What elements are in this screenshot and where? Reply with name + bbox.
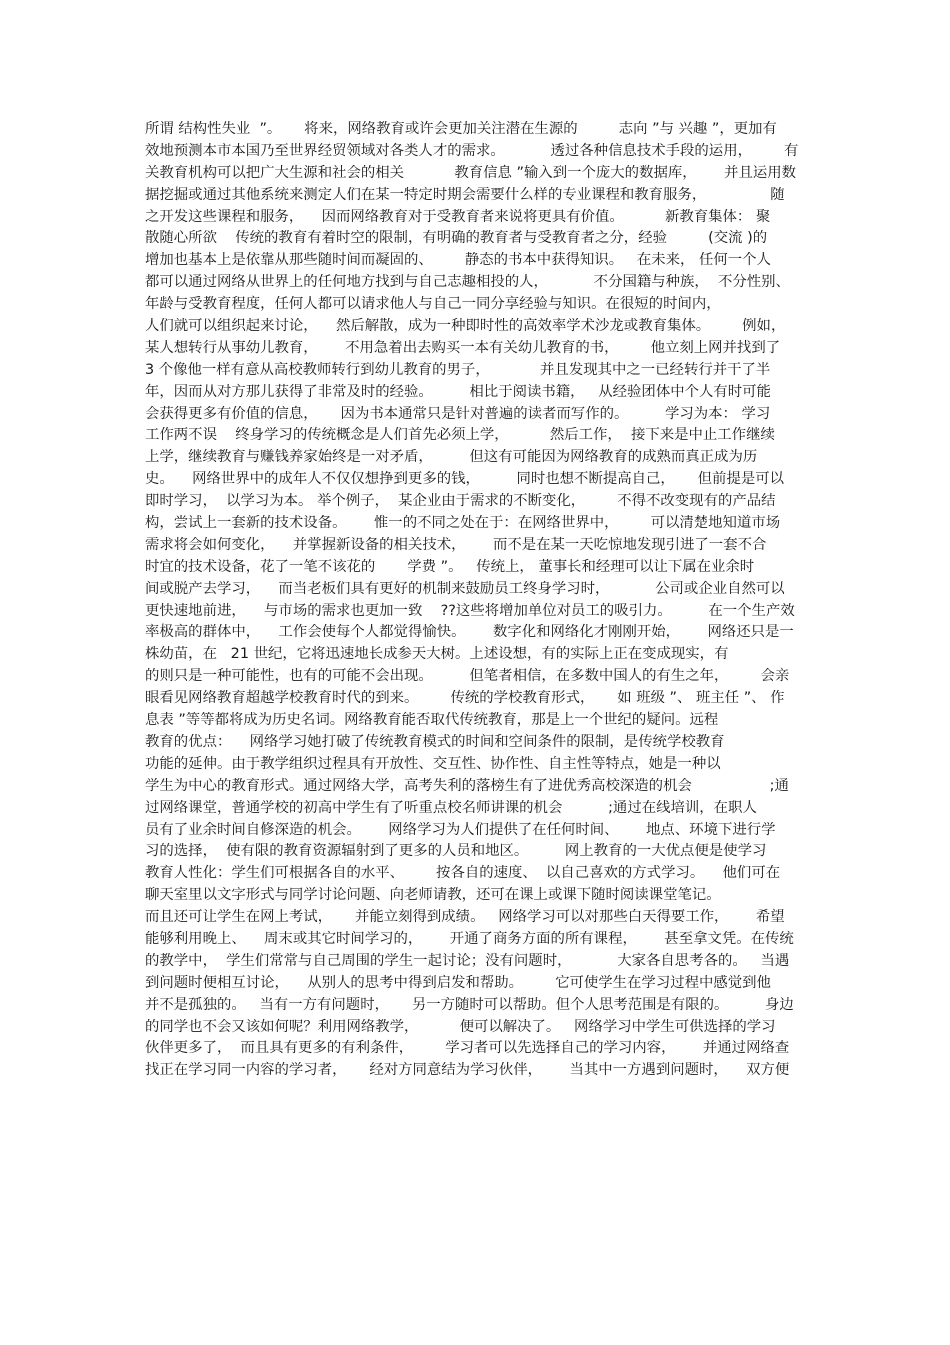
text-line: 所谓 结构性失业 ”。 将来，网络教育或许会更加关注潜在生源的 志向 ”与 兴趣 ”，更加有 [145,121,777,137]
text-line: 之开发这些课程和服务， 因而网络教育对于受教育者来说将更具有价值。 新教育集体： 聚 [145,208,771,225]
text-line: 株幼苗，在 21 世纪，它将迅速地长成参天大树。上述设想，有的实际上正在变成现实，有 [145,646,729,663]
text-line: 即时学习， 以学习为本。 举个例子， 某企业由于需求的不断变化， 不得不改变现有的产品结 [145,493,776,510]
text-line: 间或脱产去学习， 而当老板们具有更好的机制来鼓励员工终身学习时， 公司或企业自然可以 [145,580,785,597]
text-line: 散随心所欲 传统的教育有着时空的限制，有明确的教育者与受教育者之分，经验 (交流 )的 [145,230,768,247]
text-line: 能够利用晚上、 周末或其它时间学习的， 开通了商务方面的所有课程， 甚至拿文凭。在传统 [145,930,794,947]
text-line: 的同学也不会又该如何呢？利用网络教学， 便可以解决了。 网络学习中学生可供选择的学习 [145,1018,776,1035]
text-line: 找正在学习同一内容的学习者， 经对方同意结为学习伙伴， 当其中一方遇到问题时， 双方便 [145,1062,790,1079]
text-line: 到问题时便相互讨论， 从别人的思考中得到启发和帮助。 它可使学生在学习过程中感觉到他 [145,974,771,991]
text-line: 都可以通过网络从世界上的任何地方找到与自己志趣相投的人， 不分国籍与种族， 不分性别、 [145,274,790,291]
text-line: 教育人性化：学生们可根据各自的水平、 按各自的速度、 以自己喜欢的方式学习。 他们可在 [145,865,781,882]
text-line: 构，尝试上一套新的技术设备。 惟一的不同之处在于：在网络世界中， 可以清楚地知道市场 [145,515,781,532]
text-line: 的教学中， 学生们常常与自己周围的学生一起讨论；没有问题时， 大家各自思考各的。 当遇 [145,952,790,969]
text-line: 伙伴更多了， 而且具有更多的有利条件， 学习者可以先选择自己的学习内容， 并通过网络查 [145,1040,790,1057]
text-line: 聊天室里以文字形式与同学讨论问题、向老师请教，还可在课上或课下随时阅读课堂笔记。 [145,887,721,904]
text-line: 上学，继续教育与赚钱养家始终是一对矛盾， 但这有可能因为网络教育的成熟而真正成为历 [145,449,758,466]
text-line: 习的选择， 使有限的教育资源辐射到了更多的人员和地区。 网上教育的一大优点便是使学习 [145,843,767,860]
text-line: 年龄与受教育程度，任何人都可以请求他人与自己一同分享经验与知识。在很短的时间内， [145,296,721,313]
text-line: 关教育机构可以把广大生源和社会的相关 教育信息 ”输入到一个庞大的数据库， 并且运用数 [145,164,797,181]
text-line: 功能的延伸。由于教学组织过程具有开放性、交互性、协作性、自主性等特点，她是一种以 [145,755,721,772]
text-line: 某人想转行从事幼儿教育， 不用急着出去购买一本有关幼儿教育的书， 他立刻上网并找到了 [145,339,781,356]
text-line: 并不是孤独的。 当有一方有问题时， 另一方随时可以帮助。但个人思考范围是有限的。 身边 [145,996,794,1013]
text-line: 年，因而从对方那儿获得了非常及时的经验。 相比于阅读书籍， 从经验团体中个人有时可能 [145,383,771,400]
text-line: 过网络课堂，普通学校的初高中学生有了听重点校名师讲课的机会 ;通过在线培训，在职人 [145,799,757,816]
text-line: 人们就可以组织起来讨论， 然后解散，成为一种即时性的高效率学术沙龙或教育集体。 例如， [145,318,786,335]
text-line: 的则只是一种可能性，也有的可能不会出现。 但笔者相信，在多数中国人的有生之年， 会亲 [145,668,790,685]
text-line: 员有了业余时间自修深造的机会。 网络学习为人们提供了在任何时间、 地点、环境下进行学 [145,821,776,838]
text-line: 更快速地前进， 与市场的需求也更加一致 ??这些将增加单位对员工的吸引力。 在一个生产效 [145,602,795,619]
text-line: 教育的优点： 网络学习她打破了传统教育模式的时间和空间条件的限制，是传统学校教育 [145,733,725,750]
text-line: 效地预测本市本国乃至世界经贸领域对各类人才的需求。 透过各种信息技术手段的运用， 有 [145,142,799,159]
body-text [145,119,810,1082]
text-line: 率极高的群体中， 工作会使每个人都觉得愉快。 数字化和网络化才刚刚开始， 网络还只是一 [145,624,794,641]
text-line: 3 个像他一样有意从高校教师转行到幼儿教育的男子， 并且发现其中之一已经转行并干了半 [145,361,771,378]
text-line: 而且还可让学生在网上考试， 并能立刻得到成绩。 网络学习可以对那些白天得要工作， 希望 [145,909,785,926]
text-line: 会获得更多有价值的信息， 因为书本通常只是针对普遍的读者而写作的。 学习为本： 学习 [145,405,771,422]
text-line: 眼看见网络教育超越学校教育时代的到来。 传统的学校教育形式， 如 班级 ”、 班主任 ”、 作 [145,690,785,707]
text-line: 史。 网络世界中的成年人不仅仅想挣到更多的钱， 同时也想不断提高自己， 但前提是可以 [145,471,785,488]
text-line: 时宜的技术设备，花了一笔不该花的 学费 ”。 传统上， 董事长和经理可以让下属在业余时 [145,558,755,575]
text-line: 据挖掘或通过其他系统来测定人们在某一特定时期会需要什么样的专业课程和教育服务， 随 [145,186,785,203]
text-line: 增加也基本上是依靠从那些随时间而凝固的、 静态的书本中获得知识。 在未来， 任何一个人 [145,252,771,269]
text-line: 学生为中心的教育形式。通过网络大学，高考失利的落榜生有了进优秀高校深造的机会 ;通 [145,777,789,794]
text-line: 息表 ”等等都将成为历史名词。网络教育能否取代传统教育，那是上一个世纪的疑问。远程 [145,712,719,729]
text-line: 需求将会如何变化， 并掌握新设备的相关技术， 而不是在某一天吃惊地发现引进了一套不合 [145,536,767,553]
text-line: 工作两不误 终身学习的传统概念是人们首先必须上学， 然后工作， 接下来是中止工作继续 [145,427,775,444]
